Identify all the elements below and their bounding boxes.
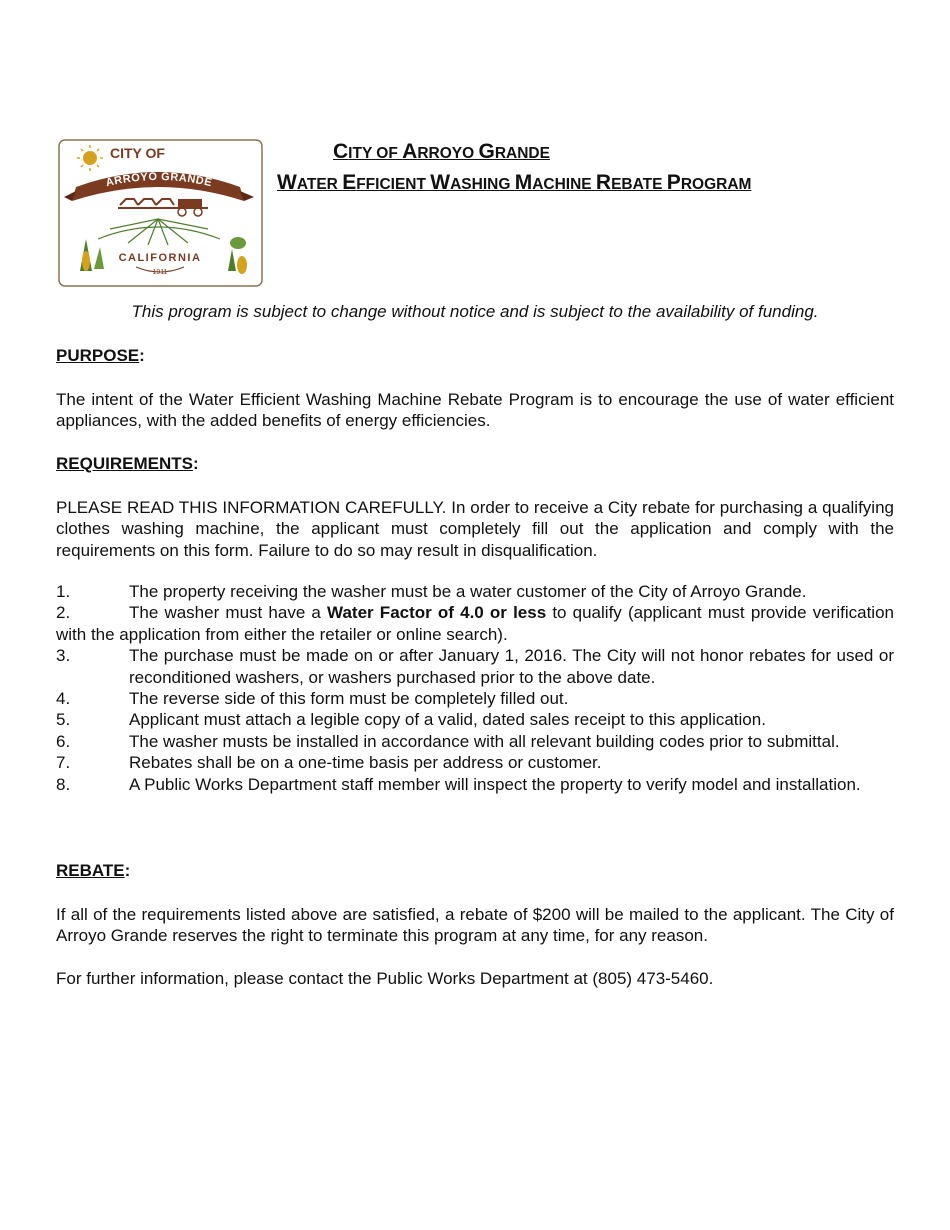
disclaimer-text: This program is subject to change without notice and is subject to the availability of funding.	[131, 302, 819, 321]
list-item	[56, 774, 894, 795]
list-item-number: 4.	[56, 689, 71, 709]
list-item-text: The property receiving the washer must be a water customer of the City of Arroyo Grande.	[129, 582, 807, 601]
logo-top-text: CITY OF	[110, 145, 165, 161]
title-initial: M	[514, 171, 533, 194]
title-part: ROGRAM	[680, 176, 752, 193]
list-item	[56, 709, 894, 730]
city-seal-logo	[58, 139, 263, 287]
requirements-intro: PLEASE READ THIS INFORMATION CAREFULLY. In order to receive a City rebate for purchasing a qualifying clothes washing machine, the applicant must completely fill out the application and comply with the requirements on this form. Failure to do so may result in disqualification.	[56, 498, 894, 560]
list-item-number: 5.	[56, 710, 71, 730]
list-item-text: Applicant must attach a legible copy of a valid, dated sales receipt to this application.	[129, 710, 766, 730]
title-part: ASHING	[450, 176, 515, 193]
list-item-number: 1.	[56, 582, 71, 601]
heading-colon: :	[124, 861, 131, 880]
logo-banner-text: ARROYO GRANDE	[104, 170, 214, 190]
list-item-text: Rebates shall be on a one-time basis per address or customer.	[129, 753, 602, 773]
list-item-number: 6.	[56, 731, 71, 751]
title-initial: C	[333, 140, 349, 163]
list-item	[56, 752, 894, 773]
requirements-heading-label: REQUIREMENTS	[56, 454, 193, 473]
list-item-text: A Public Works Department staff member will inspect the property to verify model and installation.	[129, 774, 861, 794]
title-part: FFICIENT	[356, 176, 431, 193]
list-item-text: The washer musts be installed in accordance with all relevant building codes prior to submittal.	[129, 731, 840, 751]
list-item-number: 8.	[56, 774, 71, 794]
list-item-number: 2.	[56, 603, 71, 623]
title-part: ATER	[296, 176, 343, 193]
list-item	[56, 688, 894, 709]
logo-year: 1911	[152, 269, 168, 276]
title-initial: W	[430, 171, 451, 194]
list-item	[56, 602, 894, 645]
list-item	[56, 645, 894, 688]
title-initial: G	[478, 140, 495, 163]
list-item-text: The purchase must be made on or after January 1, 2016. The City will not honor rebates for used or reconditioned washers, or washers purchased prior to the above date.	[129, 646, 894, 687]
rebate-heading-label: REBATE	[56, 861, 125, 880]
title-line-1	[333, 140, 550, 164]
list-item-text: to qualify (applicant must provide verification with the application from either the retailer or online search).	[56, 603, 894, 644]
title-part: RROYO	[417, 145, 479, 162]
title-initial: R	[595, 171, 612, 194]
list-item-text: The reverse side of this form must be completely filled out.	[129, 689, 569, 709]
rebate-paragraph: If all of the requirements listed above are satisfied, a rebate of $200 will be mailed to the applicant. The City of Arroyo Grande reserves the right to terminate this program at any time, for any reason.	[56, 905, 894, 946]
water-factor-emphasis: Water Factor of 4.0 or less	[327, 603, 547, 623]
title-part: ACHINE	[532, 176, 596, 193]
requirements-heading	[56, 454, 199, 474]
purpose-paragraph: The intent of the Water Efficient Washing Machine Rebate Program is to encourage the use of water efficient appliances, with the added benefits of energy efficiencies.	[56, 390, 894, 431]
title-part: ITY OF	[348, 145, 403, 162]
rebate-heading	[56, 861, 130, 881]
purpose-heading	[56, 346, 145, 366]
list-item	[56, 731, 894, 752]
list-item-number: 3.	[56, 646, 71, 666]
list-item	[56, 581, 894, 602]
logo-bottom-text: CALIFORNIA	[118, 252, 202, 264]
list-item-number: 7.	[56, 753, 71, 773]
title-initial: P	[666, 171, 681, 194]
list-item-text: The washer must have a	[129, 603, 328, 623]
heading-colon: :	[139, 346, 145, 365]
title-initial: W	[277, 171, 297, 194]
contact-paragraph: For further information, please contact the Public Works Department at (805) 473-5460.	[56, 969, 714, 988]
purpose-heading-label: PURPOSE	[56, 346, 140, 365]
heading-colon: :	[192, 454, 199, 473]
title-line-2	[277, 171, 751, 195]
requirements-list	[56, 581, 894, 795]
title-part: RANDE	[494, 145, 550, 162]
title-initial: E	[342, 171, 357, 194]
title-initial: A	[402, 140, 418, 163]
title-part: EBATE	[611, 176, 667, 193]
